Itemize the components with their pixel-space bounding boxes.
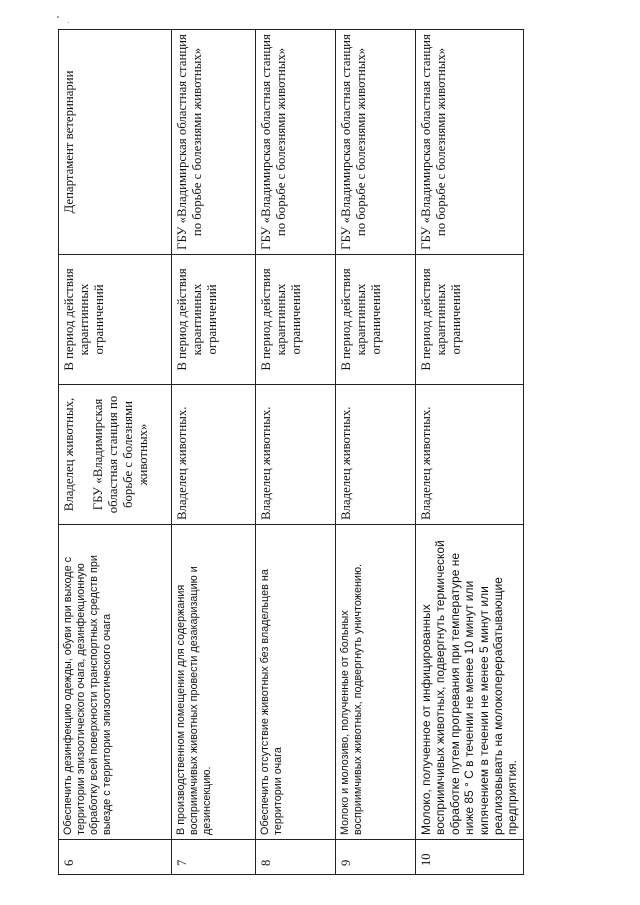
term-cell: В период действия карантинных ограничений: [59, 255, 172, 385]
action-cell: Молоко, полученное от инфицированных восприимчивых животных, подвергнуть термической обработке путем прогревания при температуре не ниже 85 ° С в течении не менее 10 минут или кипячением в течении не менее 5 минут или реализовывать на молокоперерабатывающие предприятия.: [416, 525, 524, 840]
row-number: 7: [172, 840, 256, 875]
responsible-owner: Владелец животных,: [62, 397, 76, 512]
controller-cell: Департамент ветеринарии: [59, 30, 172, 255]
responsible-station: ГБУ «Владимирская областная станция по борьбе с болезнями животных»: [91, 395, 151, 514]
responsible-cell: Владелец животных.: [416, 385, 524, 525]
term-cell: В период действия карантинных ограничений: [336, 255, 416, 385]
controller-cell: ГБУ «Владимирская областная станция по борьбе с болезнями животных»: [336, 30, 416, 255]
controller-cell: ГБУ «Владимирская областная станция по борьбе с болезнями животных»: [416, 30, 524, 255]
term-cell: В период действия карантинных ограничений: [256, 255, 336, 385]
action-cell: Молоко и молозиво, полученные от больных восприимчивых животных, подвергнуть уничтожению.: [336, 525, 416, 840]
scan-speck: [68, 22, 69, 23]
table-row: [336, 30, 416, 875]
action-cell: Обеспечить отсутствие животных без владельцев на территории очага: [256, 525, 336, 840]
responsible-cell: Владелец животных.: [256, 385, 336, 525]
row-number: 6: [59, 840, 172, 875]
table-row: [59, 30, 172, 875]
action-cell: В производственном помещении для содержания восприимчивых животных провести дезакаризацию и дезинсекцию.: [172, 525, 256, 840]
action-cell: Обеспечить дезинфекцию одежды, обуви при выходе с территории эпизоотического очага, дезинфекционную обработку всей поверхности транспортных средств при выезде с территории эпизоотического очага: [59, 525, 172, 840]
scan-speck: [57, 16, 59, 18]
term-cell: В период действия карантинных ограничений: [172, 255, 256, 385]
row-number: 9: [336, 840, 416, 875]
responsible-cell: [59, 385, 172, 525]
controller-cell: ГБУ «Владимирская областная станция по борьбе с болезнями животных»: [172, 30, 256, 255]
measures-table: [58, 29, 524, 875]
responsible-cell: Владелец животных.: [172, 385, 256, 525]
table-row: [256, 30, 336, 875]
rotated-table-wrapper: [58, 30, 518, 875]
controller-cell: ГБУ «Владимирская областная станция по борьбе с болезнями животных»: [256, 30, 336, 255]
responsible-cell: Владелец животных.: [336, 385, 416, 525]
row-number: 8: [256, 840, 336, 875]
table-row: [172, 30, 256, 875]
row-number: 10: [416, 840, 524, 875]
term-cell: В период действия карантинных ограничений: [416, 255, 524, 385]
table-row: [416, 30, 524, 875]
